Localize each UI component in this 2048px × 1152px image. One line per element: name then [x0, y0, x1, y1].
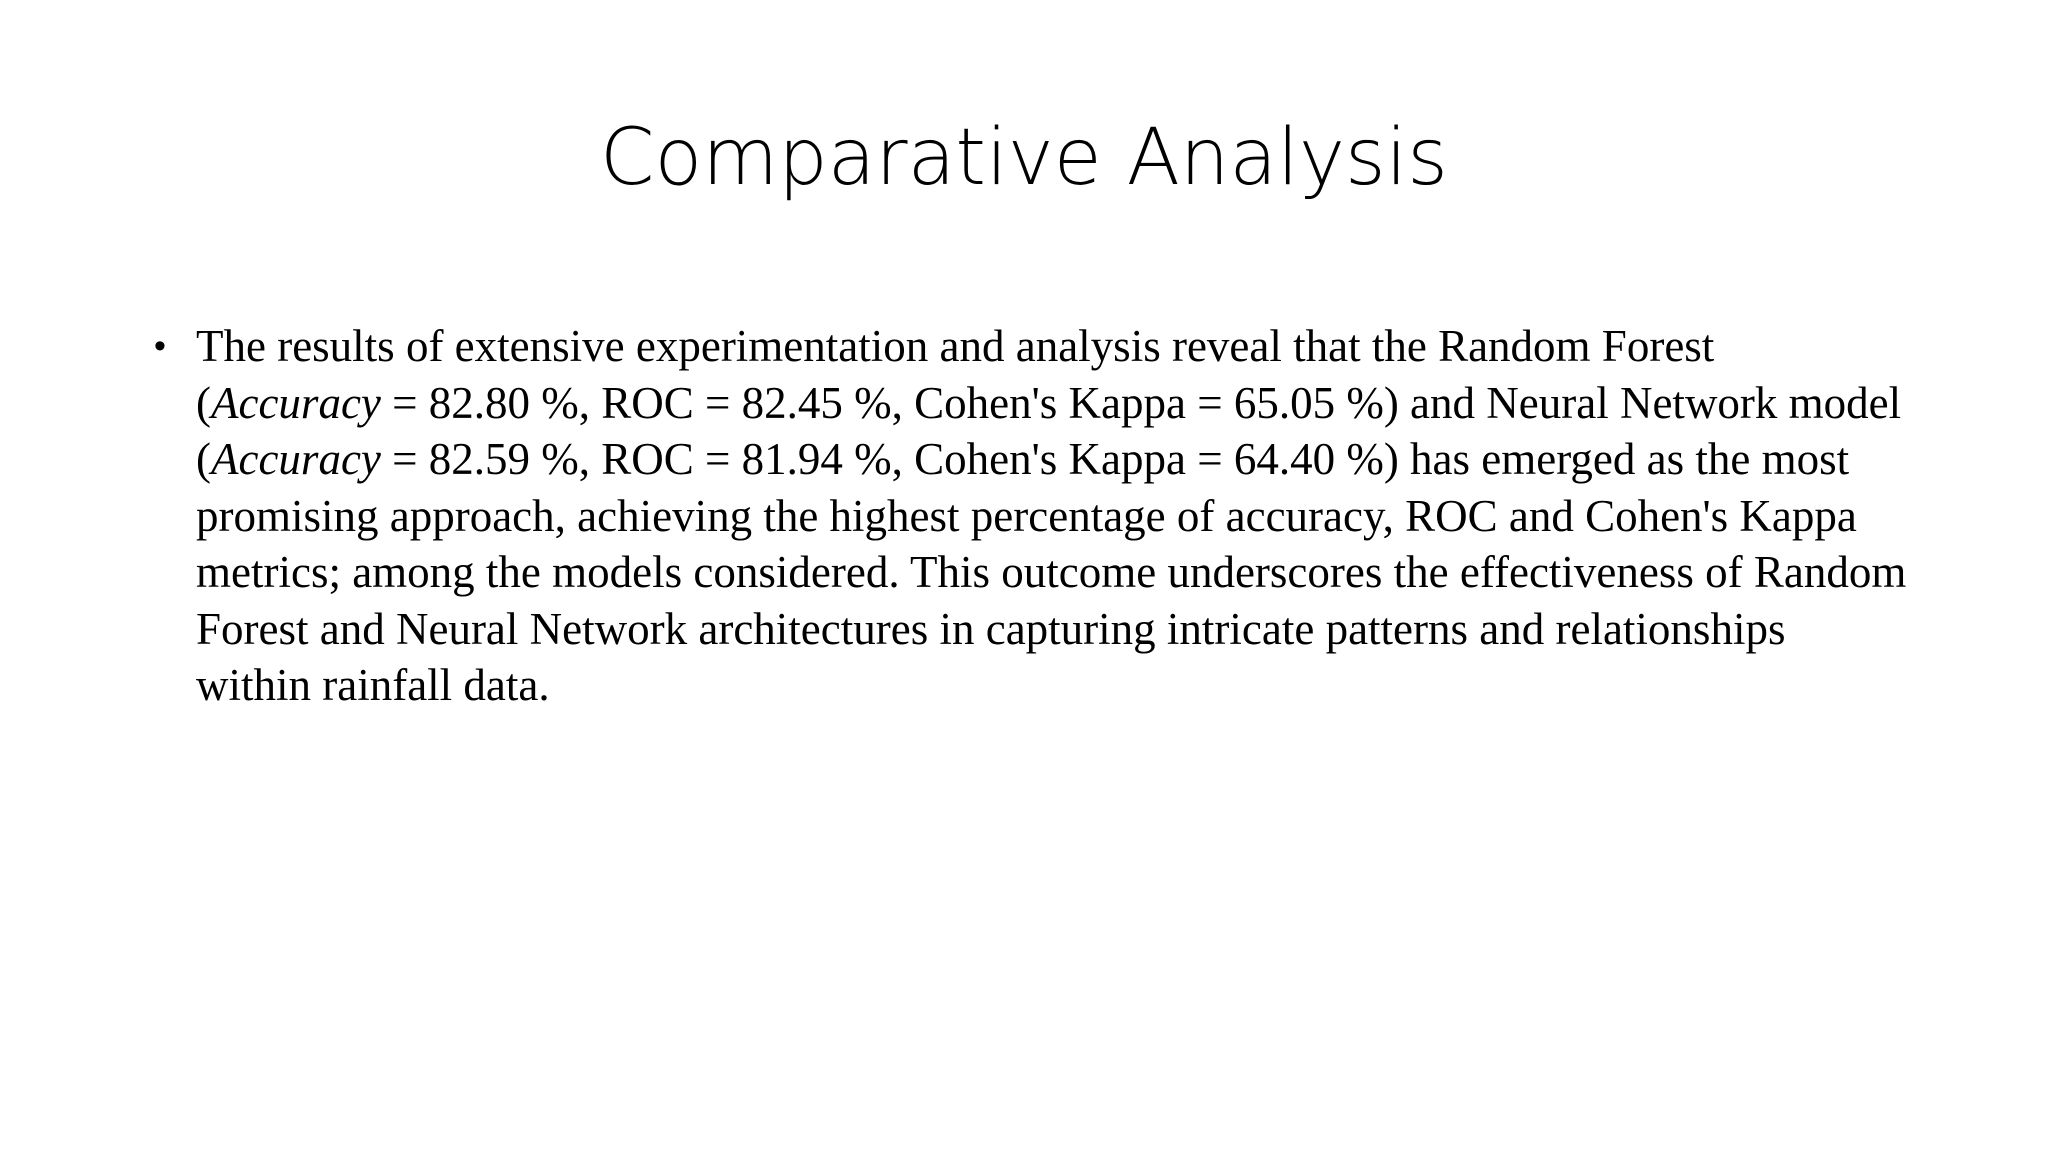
slide-title: Comparative Analysis [600, 113, 1448, 203]
text-segment-italic: Accuracy [211, 377, 381, 428]
bullet-text [196, 321, 1906, 710]
text-segment-italic: Accuracy [211, 434, 381, 484]
bullet-icon: • [154, 327, 166, 365]
bullet-item [148, 318, 1908, 714]
text-segment: The results of extensive experimentation and analysis reveal that the Random Forest ( [196, 321, 1715, 428]
text-segment: = 82.80 %, ROC = 82.45 %, Cohen's Kappa = 65.05 %) and Neural Network model ( [196, 377, 1902, 484]
bullet-list [148, 318, 1908, 714]
text-segment: = 82.59 %, ROC = 81.94 %, Cohen's Kappa = 64.40 %) has emerged as the most promising approach, achieving the highest percentage of accuracy, ROC and Cohen's Kappa metrics; among the models considered. This outcome underscores the effectiveness of Random Forest and Neural Network architectures in capturing intricate patterns and relationships within rainfall data. [196, 434, 1907, 710]
